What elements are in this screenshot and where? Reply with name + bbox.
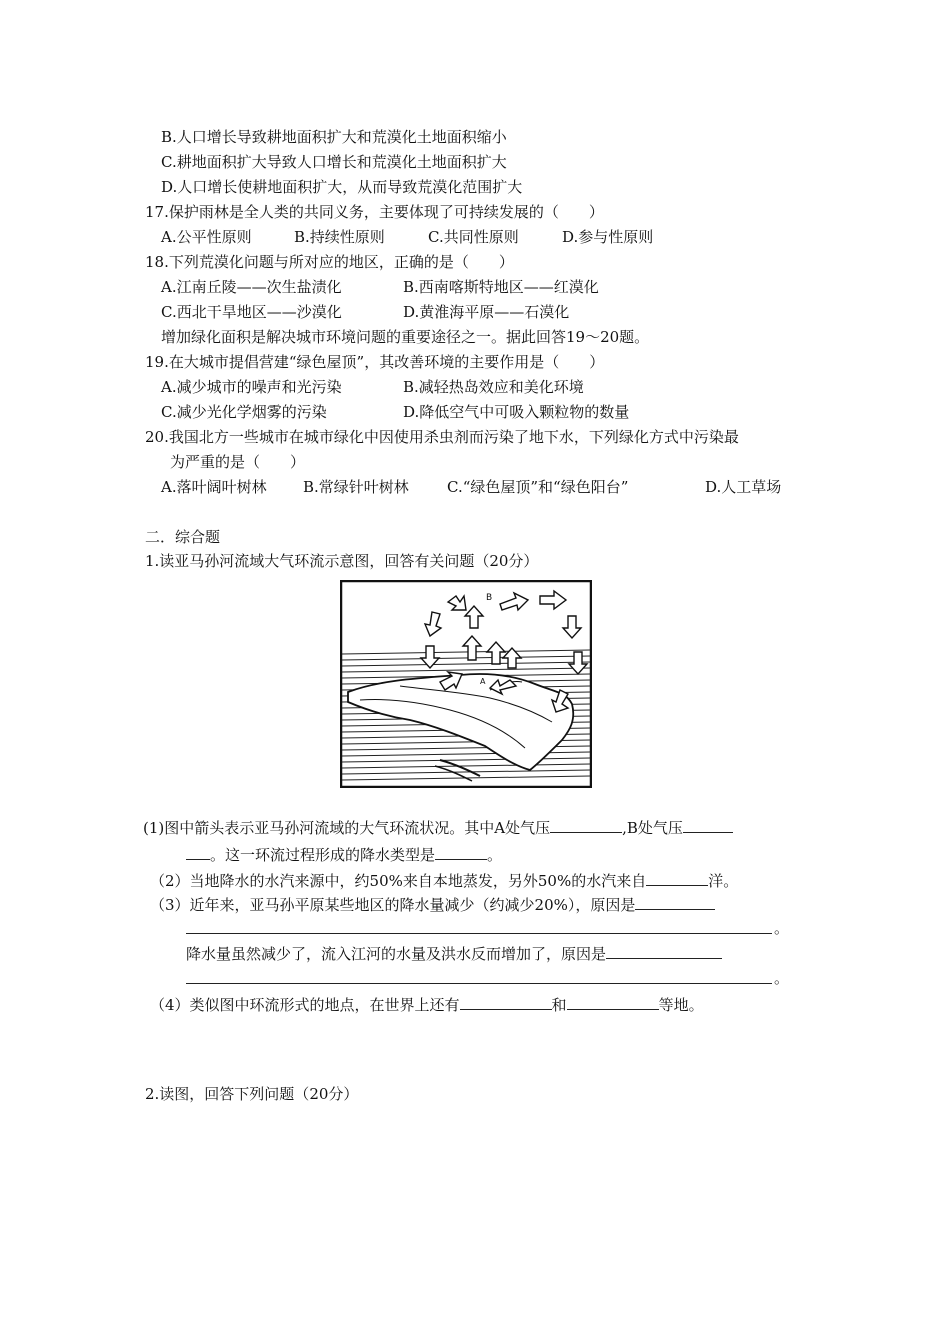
intro-19-20: 增加绿化面积是解决城市环境问题的重要途径之一。据此回答19～20题。 bbox=[161, 328, 650, 346]
p4-text-b: 和 bbox=[551, 996, 567, 1014]
s2-q1-part2 bbox=[150, 870, 738, 891]
q19-option-d: D.降低空气中可吸入颗粒物的数量 bbox=[403, 403, 630, 421]
q19-stem: 19.在大城市提倡营建“绿色屋顶”，其改善环境的主要作用是（ ） bbox=[145, 353, 605, 371]
p1-text-a: (1)图中箭头表示亚马孙河流域的大气环流状况。其中A处气压 bbox=[143, 819, 551, 837]
q19-option-c: C.减少光化学烟雾的污染 bbox=[161, 403, 327, 421]
q16-option-b: B.人口增长导致耕地面积扩大和荒漠化土地面积缩小 bbox=[161, 128, 507, 146]
q17-option-c: C.共同性原则 bbox=[428, 228, 519, 246]
p3-period-1: 。 bbox=[774, 919, 790, 937]
s2-q1-part4 bbox=[150, 994, 704, 1015]
p3-period-2: 。 bbox=[774, 969, 790, 987]
q18-option-b: B.西南喀斯特地区——红漠化 bbox=[403, 278, 599, 296]
q20-option-c: C.“绿色屋顶”和“绿色阳台” bbox=[447, 478, 629, 496]
s2-q1-stem: 1.读亚马孙河流域大气环流示意图，回答有关问题（20分） bbox=[145, 552, 539, 570]
p4-text-c: 等地。 bbox=[658, 996, 704, 1014]
blank-precip-type[interactable] bbox=[435, 844, 487, 860]
q20-option-b: B.常绿针叶树林 bbox=[303, 478, 409, 496]
q17-option-a: A.公平性原则 bbox=[161, 228, 252, 246]
blank-reason-2-line[interactable] bbox=[186, 983, 772, 984]
section-title: 二．综合题 bbox=[145, 528, 221, 546]
q20-option-a: A.落叶阔叶树林 bbox=[161, 478, 267, 496]
s2-q1-part1 bbox=[143, 817, 733, 838]
blank-pressure-a[interactable] bbox=[550, 817, 622, 833]
q20-stem-line2: 为严重的是（ ） bbox=[170, 453, 306, 471]
p1-text-c: 。这一环流过程形成的降水类型是 bbox=[210, 846, 436, 864]
blank-reason-1-start[interactable] bbox=[635, 894, 715, 910]
q19-option-b: B.减轻热岛效应和美化环境 bbox=[403, 378, 584, 396]
blank-pressure-b-1[interactable] bbox=[683, 817, 733, 833]
p3-text-b: 降水量虽然减少了，流入江河的水量及洪水反而增加了，原因是 bbox=[186, 945, 607, 963]
s2-q2-stem: 2.读图，回答下列问题（20分） bbox=[145, 1085, 359, 1103]
blank-ocean[interactable] bbox=[646, 870, 708, 886]
q17-stem: 17.保护雨林是全人类的共同义务，主要体现了可持续发展的（ ） bbox=[145, 203, 604, 221]
q18-stem: 18.下列荒漠化问题与所对应的地区，正确的是（ ） bbox=[145, 253, 514, 271]
s2-q1-part3-b bbox=[186, 943, 722, 964]
p4-text-a: （4）类似图中环流形式的地点，在世界上还有 bbox=[150, 996, 460, 1014]
blank-reason-2-start[interactable] bbox=[606, 943, 722, 959]
p1-text-end: 。 bbox=[487, 846, 503, 864]
blank-place-1[interactable] bbox=[460, 994, 552, 1010]
p2-text-b: 洋。 bbox=[708, 872, 739, 890]
blank-place-2[interactable] bbox=[567, 994, 659, 1010]
q17-option-d: D.参与性原则 bbox=[562, 228, 654, 246]
p1-text-b: ,B处气压 bbox=[622, 819, 683, 837]
q18-option-c: C.西北干旱地区——沙漠化 bbox=[161, 303, 342, 321]
q20-stem: 20.我国北方一些城市在城市绿化中因使用杀虫剂而污染了地下水，下列绿化方式中污染最 bbox=[145, 428, 739, 446]
s2-q1-part3 bbox=[150, 894, 715, 915]
q20-option-d: D.人工草场 bbox=[705, 478, 782, 496]
q16-option-d: D.人口增长使耕地面积扩大，从而导致荒漠化范围扩大 bbox=[161, 178, 523, 196]
q19-option-a: A.减少城市的噪声和光污染 bbox=[161, 378, 342, 396]
blank-pressure-b-2[interactable] bbox=[186, 844, 210, 860]
figure-label-a: A bbox=[480, 677, 486, 686]
q18-option-d: D.黄淮海平原——石漠化 bbox=[403, 303, 570, 321]
blank-reason-1-line[interactable] bbox=[186, 933, 772, 934]
amazon-circulation-diagram bbox=[340, 580, 592, 788]
figure-label-b: B bbox=[486, 593, 493, 603]
q16-option-c: C.耕地面积扩大导致人口增长和荒漠化土地面积扩大 bbox=[161, 153, 507, 171]
q18-option-a: A.江南丘陵——次生盐渍化 bbox=[161, 278, 342, 296]
p2-text-a: （2）当地降水的水汽来源中，约50%来自本地蒸发，另外50%的水汽来自 bbox=[150, 872, 647, 890]
p3-text-a: （3）近年来，亚马孙平原某些地区的降水量减少（约减少20%），原因是 bbox=[150, 896, 636, 914]
s2-q1-part1-line2 bbox=[186, 844, 502, 865]
q17-option-b: B.持续性原则 bbox=[294, 228, 385, 246]
